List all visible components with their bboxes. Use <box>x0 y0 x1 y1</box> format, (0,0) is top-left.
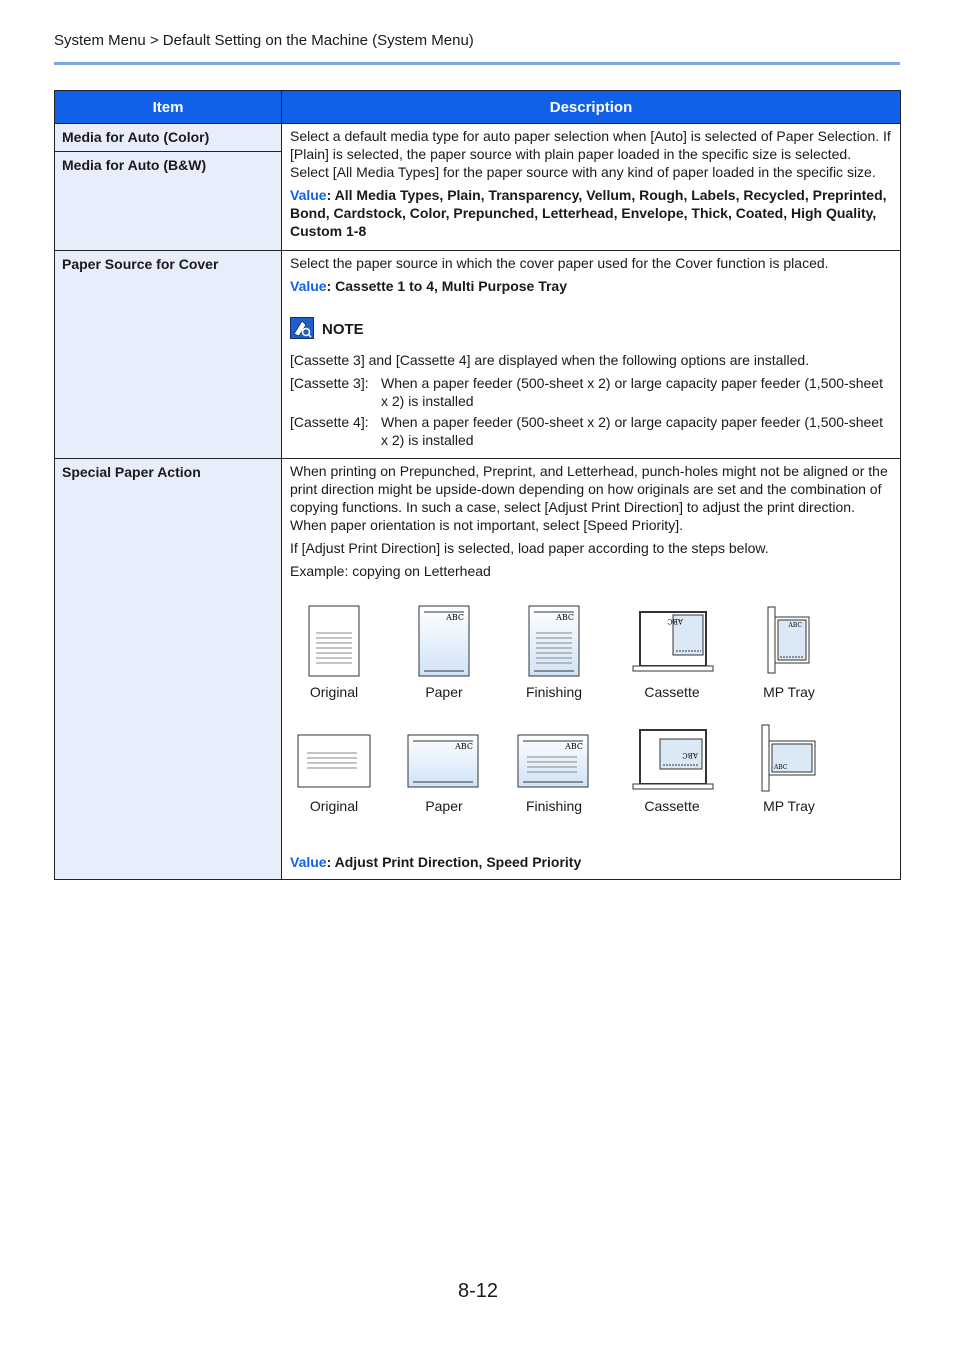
value-label: Value <box>290 854 327 870</box>
sheet-label: ABC <box>667 617 683 625</box>
sheet-label: ABC <box>682 751 698 759</box>
column-header-item: Item <box>55 91 282 124</box>
figure-cassette <box>617 723 727 815</box>
figure-row-landscape <box>290 723 893 853</box>
value-text: Cassette 1 to 4, Multi Purpose Tray <box>335 278 568 294</box>
description-text: Example: copying on Letterhead <box>290 563 491 579</box>
value-separator: : <box>326 187 335 203</box>
figure-caption: MP Tray <box>763 684 815 700</box>
value-line <box>290 853 893 871</box>
page-number: 8-12 <box>458 1280 499 1302</box>
value-separator: : <box>326 854 335 870</box>
figure-caption: Paper <box>425 684 463 700</box>
original-sheet-icon <box>308 605 360 677</box>
original-sheet-icon <box>297 723 371 795</box>
letterhead-paper-icon <box>418 605 470 677</box>
value-text: All Media Types, Plain, Transparency, Vellum, Rough, Labels, Recycled, Preprinted, Bond, Cardstock, Color, Prepunched, Letterhead, Envelope, Thick, Coated, High Quality, Custom 1-8 <box>290 187 887 239</box>
figure-original <box>279 605 389 701</box>
note-text: When a paper feeder (500-sheet x 2) or large capacity paper feeder (1,500-sheet x 2) is installed <box>381 414 883 448</box>
header-divider <box>54 62 900 65</box>
note-title: NOTE <box>322 321 364 338</box>
item-label: Paper Source for Cover <box>55 251 282 459</box>
cassette-icon <box>630 723 714 795</box>
table-row <box>55 459 901 880</box>
value-label: Value <box>290 278 327 294</box>
item-cell <box>55 124 282 251</box>
breadcrumb: System Menu > Default Setting on the Machine (System Menu) <box>54 32 474 49</box>
description-text: When printing on Prepunched, Preprint, and Letterhead, punch-holes might not be aligned or the print direction might be upside-down depending on how originals are set and the combination of copying functions. In such a case, select [Adjust Print Direction] to adjust the print direction. When paper orientation is not important, select [Speed Priority]. <box>290 463 888 533</box>
column-header-description: Description <box>282 91 901 124</box>
value-text: Adjust Print Direction, Speed Priority <box>334 854 582 870</box>
note-intro: [Cassette 3] and [Cassette 4] are displayed when the following options are installed. <box>290 352 810 368</box>
note-key: [Cassette 3]: <box>290 375 369 391</box>
note-icon <box>290 317 314 343</box>
figure-caption: Original <box>309 798 359 814</box>
figure-row-portrait <box>290 605 893 723</box>
note-text: When a paper feeder (500-sheet x 2) or large capacity paper feeder (1,500-sheet x 2) is installed <box>381 375 883 409</box>
figure-caption: Cassette <box>644 798 700 814</box>
mp-tray-icon <box>761 723 817 795</box>
figure-caption: MP Tray <box>763 798 815 814</box>
table-row <box>55 124 901 251</box>
value-separator: : <box>326 278 336 294</box>
item-label: Media for Auto (Color) <box>55 124 281 152</box>
finished-sheet-icon <box>528 605 580 677</box>
description-cell <box>282 124 901 251</box>
figure-paper <box>389 723 499 815</box>
sheet-label: ABC <box>788 622 802 629</box>
table-header-row <box>55 91 901 124</box>
note-item <box>290 374 893 410</box>
description-cell <box>282 459 901 880</box>
figure-paper <box>389 605 499 701</box>
figure-mp-tray <box>734 723 844 815</box>
settings-table <box>54 90 901 880</box>
item-label: Media for Auto (B&W) <box>62 157 207 173</box>
figure-caption: Finishing <box>525 684 583 700</box>
figure-caption: Finishing <box>525 798 583 814</box>
figure-finishing <box>499 605 609 701</box>
figure-cassette <box>617 605 727 701</box>
description-cell <box>282 251 901 459</box>
figure-mp-tray <box>734 605 844 701</box>
figure-caption: Original <box>309 684 359 700</box>
note-item <box>290 413 893 449</box>
note-key: [Cassette 4]: <box>290 414 369 430</box>
figure-finishing <box>499 723 609 815</box>
figure-caption: Cassette <box>644 684 700 700</box>
note-header <box>290 317 893 343</box>
letterhead-paper-icon <box>407 723 481 795</box>
figure-caption: Paper <box>425 798 463 814</box>
description-text: Select a default media type for auto paper selection when [Auto] is selected of Paper Selection. If [Plain] is selected, the paper source with plain paper loaded in the specific size is selected. Select [All Media Types] for the paper source with any kind of paper loaded in the specific size. <box>290 128 891 180</box>
value-line <box>290 277 893 295</box>
description-text: If [Adjust Print Direction] is selected, load paper according to the steps below. <box>290 540 769 556</box>
sheet-label: ABC <box>556 613 574 622</box>
sheet-label: ABC <box>446 613 464 622</box>
sheet-label: ABC <box>565 742 583 751</box>
value-label: Value <box>290 187 327 203</box>
cassette-icon <box>630 605 714 677</box>
table-row <box>55 251 901 459</box>
sheet-label: ABC <box>774 764 788 771</box>
description-text: Select the paper source in which the cover paper used for the Cover function is placed. <box>290 255 829 271</box>
item-label: Special Paper Action <box>55 459 282 880</box>
mp-tray-icon <box>767 605 811 677</box>
value-line <box>290 186 893 240</box>
finished-sheet-icon <box>517 723 591 795</box>
figure-original <box>279 723 389 815</box>
sheet-label: ABC <box>455 742 473 751</box>
